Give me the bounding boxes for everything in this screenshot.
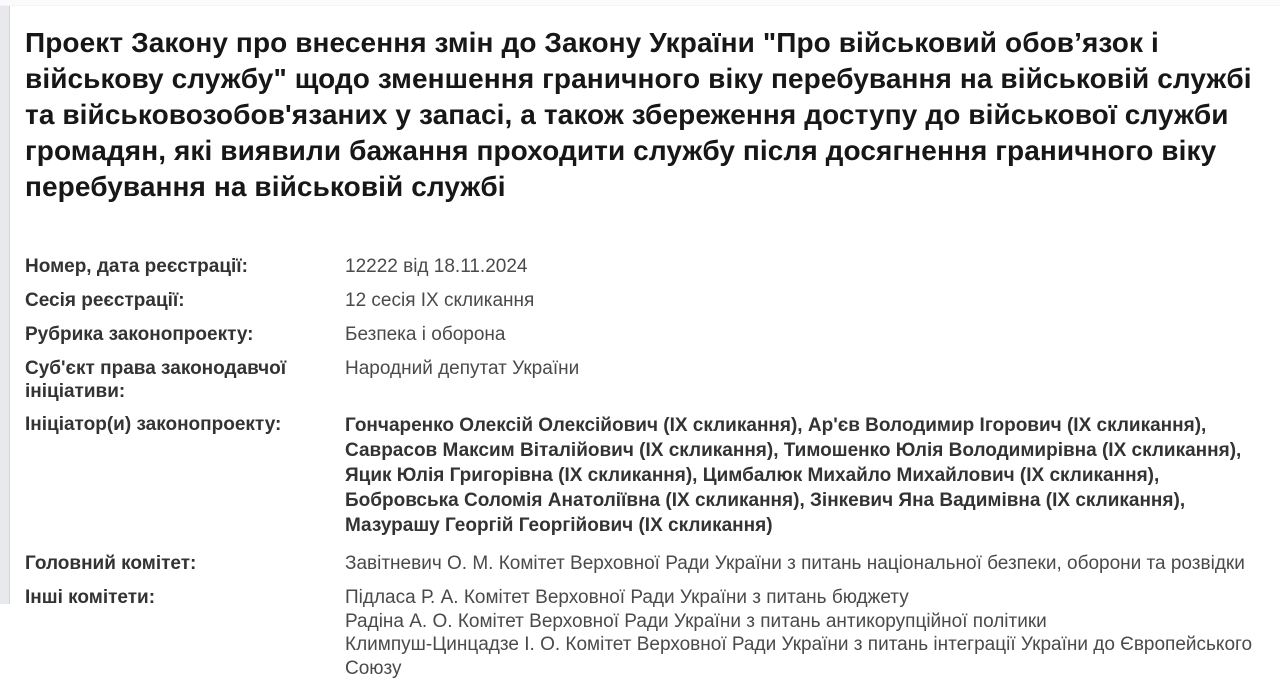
other-committees-value	[345, 586, 1260, 680]
session-value: 12 сесія IX скликання	[345, 290, 535, 311]
rubric-label: Рубрика законопроекту:	[25, 324, 254, 345]
initiators-value: Гончаренко Олексій Олексійович (IX скликання), Ар'єв Володимир Ігорович (IX скликання), Саврасов Максим Віталійович (IX скликання), Тимошенко Юлія Володимирівна (IX скликання), Яцик Юлія Григорівна (IX скликання), Цимбалюк Михайло Михайлович (IX скликання), Бобровська Соломія Анатоліївна (IX скликання), Зінкевич Яна Вадимівна (IX скликання), Мазурашу Георгій Георгійович (IX скликання)	[345, 415, 1242, 536]
field-row-subject	[25, 357, 1266, 403]
session-label: Сесія реєстрації:	[25, 290, 185, 311]
subject-value: Народний депутат України	[345, 358, 580, 379]
field-row-registration	[25, 255, 1266, 279]
main-committee-value: Завітневич О. М. Комітет Верховної Ради України з питань національної безпеки, оборони та розвідки	[345, 553, 1245, 574]
bill-fields-list	[25, 255, 1266, 680]
other-committee-line: Радіна А. О. Комітет Верховної Ради України з питань антикорупційної політики	[345, 610, 1047, 632]
rubric-value: Безпека і оборона	[345, 324, 506, 345]
left-gutter	[0, 0, 10, 604]
registration-label: Номер, дата реєстрації:	[25, 256, 248, 277]
other-committee-line: Климпуш-Цинцадзе І. О. Комітет Верховної Ради України з питань інтеграції України до Європейського Союзу	[345, 634, 1253, 679]
other-committees-label: Інші комітети:	[25, 587, 156, 608]
field-row-session	[25, 289, 1266, 313]
field-row-main-committee	[25, 552, 1266, 576]
initiators-label: Ініціатор(и) законопроекту:	[25, 414, 282, 435]
field-row-other-committees	[25, 586, 1266, 680]
other-committee-line: Підласа Р. А. Комітет Верховної Ради України з питань бюджету	[345, 587, 909, 608]
main-committee-label: Головний комітет:	[25, 553, 197, 574]
bill-title: Проект Закону про внесення змін до Закону України "Про військовий обов’язок і військову службу" щодо зменшення граничного віку перебування на військовій службі та військовозобов'язаних у запасі, а також збереження доступу до військової служби громадян, які виявили бажання проходити службу після досягнення граничного віку перебування на військовій службі	[25, 27, 1252, 202]
field-row-initiators	[25, 413, 1266, 538]
registration-value: 12222 від 18.11.2024	[345, 256, 528, 277]
bill-card-content	[11, 0, 1280, 679]
field-row-rubric	[25, 323, 1266, 347]
subject-label: Суб'єкт права законодавчої ініціативи:	[25, 358, 287, 402]
